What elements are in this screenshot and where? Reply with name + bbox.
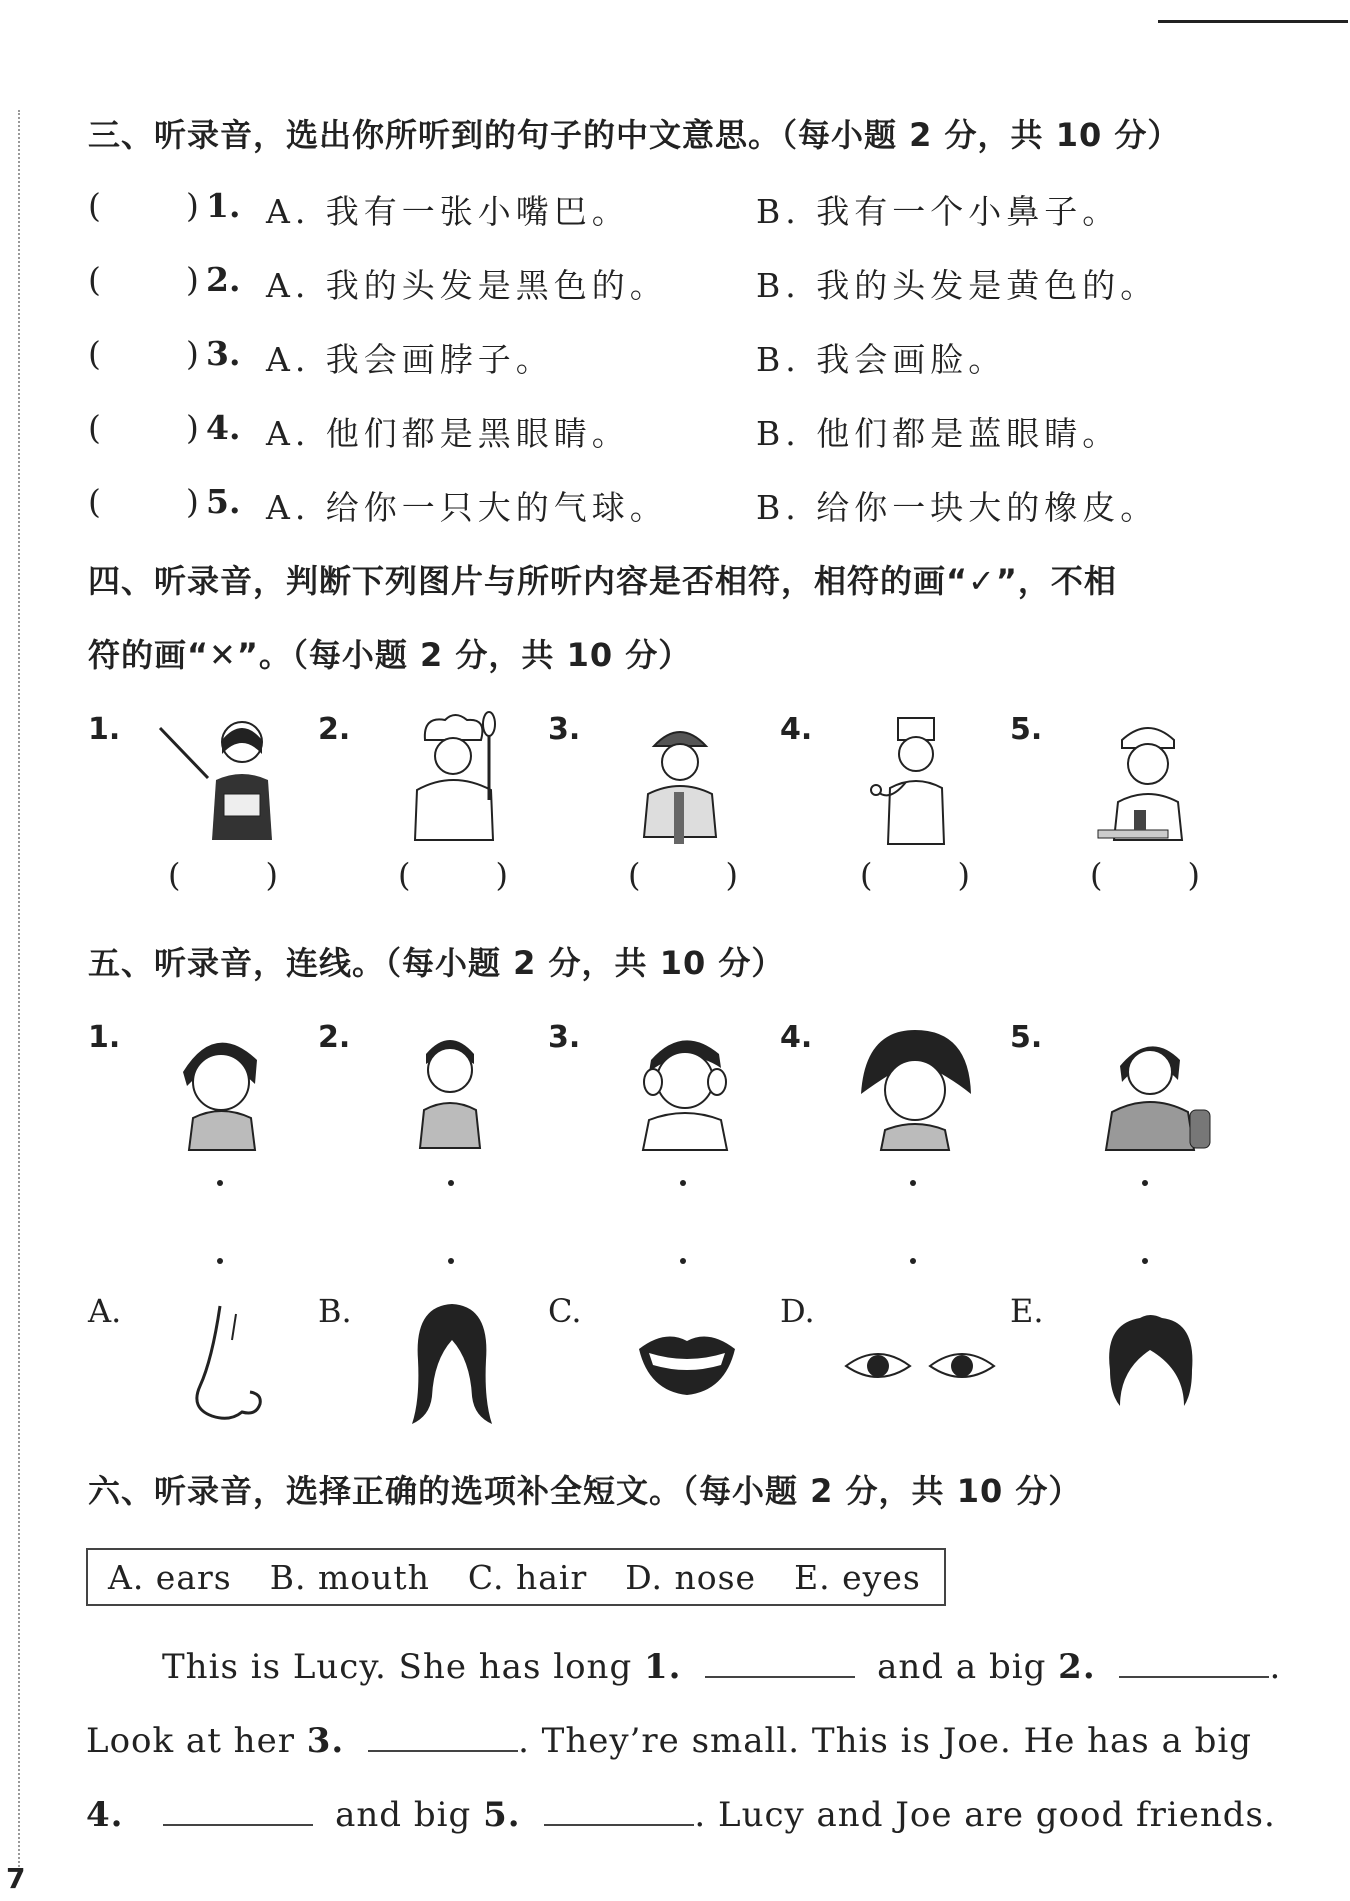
picture-number: 2.	[318, 712, 351, 747]
option-b: B. 我有一个小鼻子。	[756, 192, 1121, 231]
question-number: 3.	[206, 334, 241, 373]
cook-picture	[395, 710, 505, 850]
match-dot-top[interactable]	[680, 1180, 686, 1186]
question-number: 5.	[206, 482, 241, 521]
long-hair-icon	[410, 1300, 495, 1430]
word-bank	[86, 1548, 946, 1606]
passage-text: and big	[323, 1795, 484, 1835]
answer-paren-close: )	[186, 334, 199, 373]
section6-title: 六、听录音，选择正确的选项补全短文。（每小题 2 分，共 10 分）	[88, 1472, 1082, 1510]
passage-line	[86, 1794, 1276, 1835]
option-a: A. 我的头发是黑色的。	[266, 266, 668, 305]
picture-number: 5.	[1010, 712, 1043, 747]
match-dot-top[interactable]	[217, 1180, 223, 1186]
boy-big-ears-picture	[625, 1020, 740, 1155]
question-row	[88, 334, 1268, 384]
eyes-icon	[840, 1340, 1000, 1390]
passage-line	[86, 1720, 1252, 1761]
answer-paren-open[interactable]: (	[88, 260, 101, 299]
option-a: A. 我会画脖子。	[266, 340, 554, 379]
section5-title: 五、听录音，连线。（每小题 2 分，共 10 分）	[88, 944, 785, 982]
answer-blank[interactable]	[368, 1720, 518, 1752]
match-dot-top[interactable]	[448, 1180, 454, 1186]
page-number: 7	[6, 1862, 26, 1895]
question-row	[88, 482, 1268, 532]
question-row	[88, 260, 1268, 310]
worker-picture	[630, 712, 730, 852]
blank-number: 3.	[306, 1721, 345, 1761]
picture-number: 3.	[548, 712, 581, 747]
teacher-picture	[150, 710, 280, 850]
blank-number: 2.	[1058, 1647, 1096, 1687]
answer-paren[interactable]: ( )	[1090, 856, 1200, 894]
section4-title-line1: 四、听录音，判断下列图片与所听内容是否相符，相符的画“✓”，不相	[88, 562, 1117, 600]
girl-bob-picture	[845, 1020, 985, 1155]
answer-paren[interactable]: ( )	[628, 856, 738, 894]
question-number: 4.	[206, 408, 241, 447]
match-dot-bottom[interactable]	[217, 1258, 223, 1264]
picture-number: 4.	[780, 1020, 813, 1055]
answer-paren-close: )	[186, 408, 199, 447]
margin-dotted-line	[18, 110, 20, 1870]
word-option: E. eyes	[794, 1557, 921, 1597]
answer-paren-close: )	[186, 260, 199, 299]
answer-blank[interactable]	[1119, 1646, 1269, 1678]
girl-picture	[165, 1020, 275, 1155]
short-hair-icon	[1100, 1310, 1200, 1410]
answer-blank[interactable]	[544, 1794, 694, 1826]
question-number: 1.	[206, 186, 241, 225]
question-number: 2.	[206, 260, 241, 299]
match-dot-top[interactable]	[910, 1180, 916, 1186]
option-b: B. 我会画脸。	[756, 340, 1007, 379]
option-b: B. 他们都是蓝眼睛。	[756, 414, 1121, 453]
answer-blank[interactable]	[163, 1794, 313, 1826]
passage-text: . Lucy and Joe are good friends.	[694, 1795, 1276, 1835]
match-dot-bottom[interactable]	[448, 1258, 454, 1264]
passage-text: This is Lucy. She has long	[162, 1647, 645, 1687]
word-option: B. mouth	[269, 1557, 430, 1597]
answer-paren[interactable]: ( )	[860, 856, 970, 894]
option-letter: E.	[1010, 1292, 1044, 1330]
passage-text: and a big	[865, 1647, 1059, 1687]
section3-title: 三、听录音，选出你所听到的句子的中文意思。（每小题 2 分，共 10 分）	[88, 116, 1181, 154]
answer-paren-open[interactable]: (	[88, 482, 101, 521]
picture-number: 5.	[1010, 1020, 1043, 1055]
answer-paren[interactable]: ( )	[168, 856, 278, 894]
question-row	[88, 186, 1268, 236]
answer-paren-close: )	[186, 482, 199, 521]
nurse-picture	[1092, 712, 1202, 852]
boy-picture	[410, 1020, 490, 1155]
option-b: B. 我的头发是黄色的。	[756, 266, 1159, 305]
picture-number: 3.	[548, 1020, 581, 1055]
option-a: A. 给你一只大的气球。	[266, 488, 668, 527]
answer-paren[interactable]: ( )	[398, 856, 508, 894]
girl-backpack-picture	[1080, 1020, 1220, 1155]
answer-paren-open[interactable]: (	[88, 408, 101, 447]
answer-blank[interactable]	[705, 1646, 855, 1678]
option-a: A. 他们都是黑眼睛。	[266, 414, 630, 453]
option-letter: D.	[780, 1292, 815, 1330]
picture-number: 1.	[88, 712, 121, 747]
picture-number: 1.	[88, 1020, 121, 1055]
blank-number: 5.	[483, 1795, 521, 1835]
question-row	[88, 408, 1268, 458]
passage-text: Look at her	[86, 1721, 307, 1761]
doctor-picture	[860, 712, 970, 852]
match-dot-top[interactable]	[1142, 1180, 1148, 1186]
match-dot-bottom[interactable]	[680, 1258, 686, 1264]
option-letter: B.	[318, 1292, 352, 1330]
match-dot-bottom[interactable]	[1142, 1258, 1148, 1264]
answer-paren-open[interactable]: (	[88, 334, 101, 373]
picture-number: 4.	[780, 712, 813, 747]
word-option: D. nose	[625, 1557, 757, 1597]
option-a: A. 我有一张小嘴巴。	[266, 192, 630, 231]
picture-number: 2.	[318, 1020, 351, 1055]
option-letter: C.	[548, 1292, 582, 1330]
word-option: C. hair	[467, 1557, 588, 1597]
blank-number: 4.	[86, 1795, 124, 1835]
header-rule	[1158, 20, 1348, 23]
match-dot-bottom[interactable]	[910, 1258, 916, 1264]
passage-text: .	[1269, 1647, 1282, 1687]
answer-paren-open[interactable]: (	[88, 186, 101, 225]
answer-paren-close: )	[186, 186, 199, 225]
section4-title-line2: 符的画“✕”。（每小题 2 分，共 10 分）	[88, 636, 692, 674]
passage-line	[162, 1646, 1281, 1687]
word-option: A. ears	[108, 1557, 232, 1597]
option-b: B. 给你一块大的橡皮。	[756, 488, 1159, 527]
option-letter: A.	[88, 1292, 122, 1330]
blank-number: 1.	[644, 1647, 682, 1687]
passage-text: . They’re small. This is Joe. He has a big	[518, 1721, 1253, 1761]
nose-icon	[190, 1300, 270, 1425]
mouth-icon	[635, 1325, 740, 1400]
